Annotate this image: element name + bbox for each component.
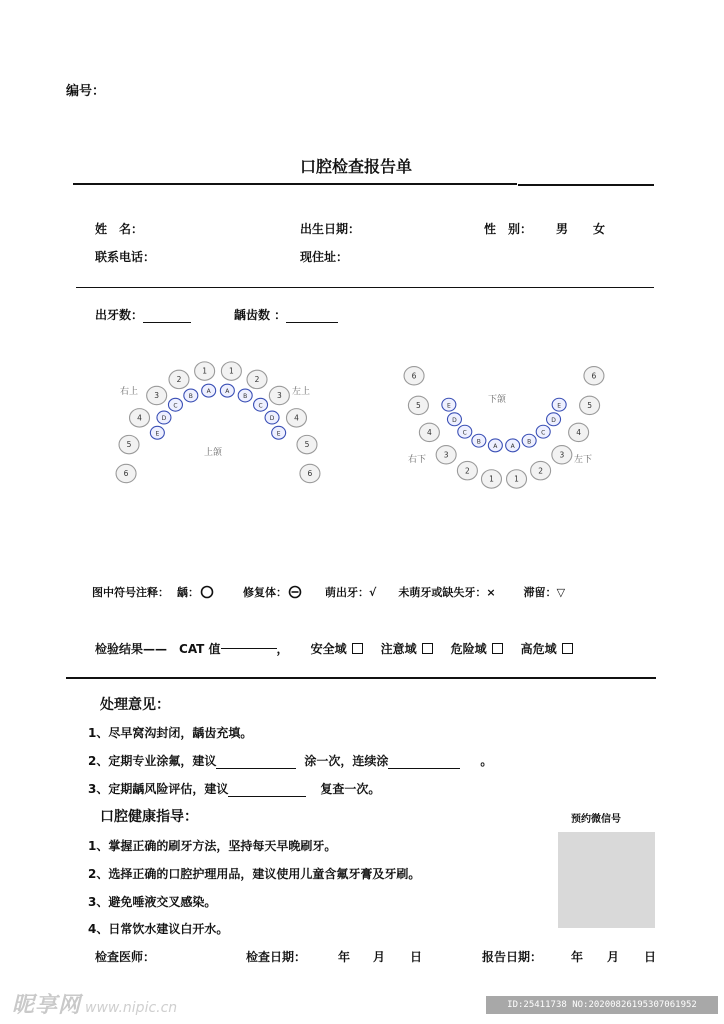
lower-outer-tooth-0 xyxy=(404,367,424,385)
erupted-count-field xyxy=(95,306,191,323)
lower-inner-tooth-1 xyxy=(447,413,461,426)
exam-date-label: 检查日期： xyxy=(246,950,307,964)
upper-outer-tooth-5 xyxy=(195,362,215,380)
high-danger-zone-checkbox[interactable] xyxy=(562,643,573,654)
upper-outer-tooth-8 xyxy=(269,386,289,404)
lower-outer-tooth-9-label: 4 xyxy=(576,427,582,437)
lower-inner-tooth-4 xyxy=(488,439,502,452)
upper-outer-tooth-4-label: 2 xyxy=(176,375,182,385)
lower-inner-tooth-6 xyxy=(522,434,536,447)
upper-outer-tooth-6-label: 1 xyxy=(228,366,234,376)
lower-inner-tooth-0-label: E xyxy=(446,402,451,410)
advice-item-2-end: 。 xyxy=(480,754,493,768)
lower-outer-tooth-11-label: 6 xyxy=(591,371,597,381)
upper-inner-tooth-8 xyxy=(265,411,279,424)
fluoride-duration-blank xyxy=(388,768,460,769)
lower-outer-tooth-3 xyxy=(436,446,456,464)
report-date-day: 日 xyxy=(644,950,657,964)
danger-zone-label: 危险域 xyxy=(450,642,487,656)
upper-outer-tooth-3 xyxy=(147,386,167,404)
guidance-heading: 口腔健康指导： xyxy=(100,809,198,825)
image-id-watermark: ID:25411738 NO:20200826195307061952 xyxy=(486,996,718,1014)
upper-outer-tooth-11 xyxy=(300,464,320,482)
guidance-item-3: 3、避免唾液交叉感染。 xyxy=(88,895,217,909)
upper-inner-tooth-7-label: C xyxy=(258,402,263,410)
upper-inner-tooth-6-label: B xyxy=(243,393,248,401)
erupted-count-label: 出牙数： xyxy=(95,308,144,322)
recheck-interval-blank xyxy=(228,796,306,797)
report-date-month: 月 xyxy=(607,950,620,964)
upper-outer-tooth-5-label: 1 xyxy=(202,366,208,376)
lower-outer-tooth-4 xyxy=(457,461,477,479)
section-divider-2 xyxy=(66,677,656,679)
caries-count-blank xyxy=(286,322,338,323)
upper-outer-tooth-10 xyxy=(297,435,317,453)
upper-outer-tooth-3-label: 3 xyxy=(154,391,160,401)
document-number-label: 编号： xyxy=(66,84,106,99)
lower-inner-tooth-3 xyxy=(472,434,486,447)
triangle-down-icon: ▽ xyxy=(556,585,566,599)
guidance-item-4: 4、日常饮水建议白开水。 xyxy=(88,922,229,936)
lower-inner-tooth-9-label: E xyxy=(557,402,562,410)
site-watermark-name: 昵享网 xyxy=(12,993,82,1018)
lower-outer-tooth-7-label: 2 xyxy=(538,466,543,476)
upper-inner-tooth-5-label: A xyxy=(225,388,230,396)
lower-inner-tooth-8-label: D xyxy=(551,416,556,424)
advice-item-3 xyxy=(88,780,380,797)
caution-zone-checkbox[interactable] xyxy=(422,643,433,654)
upper-outer-tooth-7-label: 2 xyxy=(254,375,260,385)
lower-jaw-label: 下颌 xyxy=(488,395,507,405)
caution-zone-label: 注意域 xyxy=(380,642,417,656)
legend-erupting-label: 萌出牙： xyxy=(325,586,369,599)
exam-date-month: 月 xyxy=(373,950,386,964)
lower-outer-tooth-2 xyxy=(419,423,439,441)
lower-inner-tooth-8 xyxy=(547,413,561,426)
upper-outer-tooth-1-label: 5 xyxy=(126,440,132,450)
upper-inner-tooth-4 xyxy=(202,384,216,397)
upper-right-quadrant-label: 右上 xyxy=(120,387,139,397)
upper-jaw-svg xyxy=(108,348,328,498)
lower-inner-tooth-7-label: C xyxy=(541,429,546,437)
filled-circle-minus-icon xyxy=(287,585,303,599)
upper-jaw-label: 上颌 xyxy=(204,448,223,458)
caries-circle-icon xyxy=(199,585,215,599)
lower-left-quadrant-label: 左下 xyxy=(574,455,593,465)
fluoride-interval-blank xyxy=(216,768,296,769)
upper-inner-tooth-7 xyxy=(254,398,268,411)
lower-inner-tooth-2-label: C xyxy=(462,429,467,437)
lower-right-quadrant-label: 右下 xyxy=(408,455,427,465)
advice-item-3-prefix: 3、定期龋风险评估，建议 xyxy=(88,782,229,796)
site-watermark-url: www.nipic.cn xyxy=(85,1000,178,1016)
dob-label: 出生日期： xyxy=(300,222,361,236)
advice-item-3-end: 复查一次。 xyxy=(320,782,381,796)
lower-inner-tooth-0 xyxy=(442,398,456,411)
cat-value-blank xyxy=(221,648,277,649)
report-date-label: 报告日期： xyxy=(482,950,543,964)
upper-inner-tooth-9 xyxy=(272,426,286,439)
upper-outer-tooth-2-label: 4 xyxy=(137,413,142,423)
upper-inner-tooth-2-label: C xyxy=(173,402,178,410)
guidance-item-1: 1、掌握正确的刷牙方法，坚持每天早晚刷牙。 xyxy=(88,839,337,853)
title-underline-right xyxy=(518,184,654,186)
check-mark-icon: √ xyxy=(369,585,377,599)
phone-label: 联系电话： xyxy=(95,250,156,264)
advice-heading: 处理意见： xyxy=(100,697,170,713)
lower-outer-tooth-1-label: 5 xyxy=(416,400,421,410)
safe-zone-checkbox[interactable] xyxy=(352,643,363,654)
upper-inner-tooth-0 xyxy=(150,426,164,439)
report-date-year: 年 xyxy=(571,950,584,964)
upper-inner-tooth-6 xyxy=(238,389,252,402)
document-title: 口腔检查报告单 xyxy=(300,157,413,176)
lower-outer-tooth-10-label: 5 xyxy=(587,400,592,410)
exam-date-year: 年 xyxy=(338,950,351,964)
upper-inner-tooth-4-label: A xyxy=(206,388,211,396)
upper-outer-tooth-0-label: 6 xyxy=(123,469,129,479)
upper-inner-tooth-2 xyxy=(168,398,182,411)
high-danger-zone-label: 高危域 xyxy=(520,642,557,656)
upper-outer-tooth-9 xyxy=(286,409,306,427)
lower-inner-tooth-6-label: B xyxy=(527,438,532,446)
lower-inner-tooth-4-label: A xyxy=(493,442,498,450)
upper-outer-tooth-9-label: 4 xyxy=(294,413,299,423)
lower-inner-tooth-2 xyxy=(458,425,472,438)
title-underline-left xyxy=(73,183,517,185)
gender-female-option: 女 xyxy=(593,222,606,236)
lower-outer-tooth-5 xyxy=(481,470,501,488)
upper-inner-tooth-9-label: E xyxy=(276,430,281,438)
lower-inner-tooth-5-label: A xyxy=(510,442,515,450)
upper-outer-tooth-0 xyxy=(116,464,136,482)
legend-filled-label: 修复体： xyxy=(243,586,287,599)
legend-caries-label: 龋： xyxy=(177,586,199,599)
gender-male-option: 男 xyxy=(556,222,569,236)
upper-left-quadrant-label: 左上 xyxy=(292,387,311,397)
lower-outer-tooth-8-label: 3 xyxy=(559,450,565,460)
upper-outer-tooth-11-label: 6 xyxy=(307,469,313,479)
cat-value-suffix: ， xyxy=(276,642,289,656)
lower-inner-tooth-9 xyxy=(552,398,566,411)
upper-inner-tooth-1 xyxy=(157,411,171,424)
advice-item-2-middle: 涂一次，连续涂 xyxy=(304,754,389,768)
lower-inner-tooth-5 xyxy=(506,439,520,452)
advice-item-2 xyxy=(88,752,492,769)
name-label: 姓 名： xyxy=(95,222,144,236)
lower-inner-tooth-7 xyxy=(536,425,550,438)
lower-jaw-svg xyxy=(396,350,612,500)
upper-inner-tooth-0-label: E xyxy=(155,430,160,438)
caries-count-label: 龋齿数 ： xyxy=(234,308,287,322)
upper-inner-tooth-5 xyxy=(220,384,234,397)
upper-jaw-chart xyxy=(108,348,328,498)
upper-outer-tooth-1 xyxy=(119,435,139,453)
upper-outer-tooth-4 xyxy=(169,370,189,388)
lower-outer-tooth-4-label: 2 xyxy=(465,466,470,476)
advice-item-2-prefix: 2、定期专业涂氟，建议 xyxy=(88,754,217,768)
lower-inner-tooth-1-label: D xyxy=(452,416,457,424)
danger-zone-checkbox[interactable] xyxy=(492,643,503,654)
lower-outer-tooth-5-label: 1 xyxy=(489,474,494,484)
upper-inner-tooth-3-label: B xyxy=(188,393,193,401)
cat-value-label: CAT 值 xyxy=(179,642,221,656)
site-watermark xyxy=(12,988,177,1019)
lower-outer-tooth-1 xyxy=(408,396,428,414)
guidance-item-2: 2、选择正确的口腔护理用品，建议使用儿童含氟牙膏及牙刷。 xyxy=(88,867,421,881)
wechat-label: 预约微信号 xyxy=(571,814,621,825)
gender-label: 性 别： xyxy=(484,222,533,236)
upper-outer-tooth-6 xyxy=(221,362,241,380)
exam-date-day: 日 xyxy=(410,950,423,964)
safe-zone-label: 安全域 xyxy=(310,642,347,656)
lower-outer-tooth-6 xyxy=(507,470,527,488)
upper-inner-tooth-3 xyxy=(184,389,198,402)
lower-inner-tooth-3-label: B xyxy=(476,438,481,446)
lower-outer-tooth-0-label: 6 xyxy=(411,371,417,381)
erupted-count-blank xyxy=(143,322,191,323)
section-divider-1 xyxy=(76,287,654,288)
lower-jaw-chart xyxy=(396,350,612,500)
symbol-legend xyxy=(92,584,565,600)
lower-outer-tooth-6-label: 1 xyxy=(514,474,519,484)
legend-intro: 图中符号注释： xyxy=(92,586,169,599)
upper-outer-tooth-10-label: 5 xyxy=(304,440,310,450)
cross-mark-icon: × xyxy=(486,585,496,599)
lower-outer-tooth-11 xyxy=(584,367,604,385)
wechat-qr-placeholder xyxy=(558,832,655,928)
legend-sealant-label: 滞留： xyxy=(523,586,557,599)
legend-missing-label: 未萌牙或缺失牙： xyxy=(398,586,487,599)
lower-outer-tooth-3-label: 3 xyxy=(443,450,449,460)
upper-inner-tooth-8-label: D xyxy=(269,415,275,423)
lower-outer-tooth-7 xyxy=(531,461,551,479)
lower-outer-tooth-9 xyxy=(569,423,589,441)
result-label: 检验结果—— xyxy=(95,642,168,656)
lower-outer-tooth-10 xyxy=(580,396,600,414)
advice-item-1: 1、尽早窝沟封闭，龋齿充填。 xyxy=(88,726,253,740)
lower-outer-tooth-8 xyxy=(552,446,572,464)
doctor-label: 检查医师： xyxy=(95,950,156,964)
result-row xyxy=(95,640,573,657)
upper-outer-tooth-8-label: 3 xyxy=(276,391,282,401)
upper-outer-tooth-2 xyxy=(130,409,150,427)
address-label: 现住址： xyxy=(300,250,349,264)
caries-count-field xyxy=(234,306,338,323)
upper-outer-tooth-7 xyxy=(247,370,267,388)
lower-outer-tooth-2-label: 4 xyxy=(426,427,432,437)
upper-inner-tooth-1-label: D xyxy=(161,415,167,423)
